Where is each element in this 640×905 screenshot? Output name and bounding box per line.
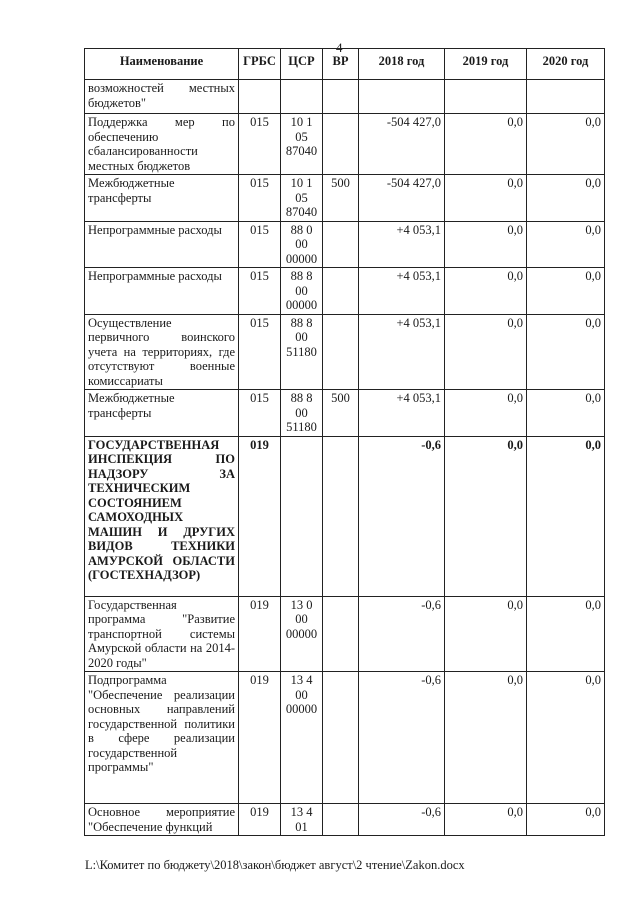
row-grbs: 019 — [239, 596, 281, 672]
row-name: Непрограммные расходы — [85, 268, 239, 315]
row-grbs: 015 — [239, 314, 281, 390]
row-2019: 0,0 — [445, 390, 527, 437]
table-header-row — [85, 49, 605, 80]
row-2019: 0,0 — [445, 175, 527, 222]
table-row — [85, 436, 605, 596]
row-grbs: 015 — [239, 221, 281, 268]
row-2020: 0,0 — [527, 390, 605, 437]
row-csr: 13 4 01 — [281, 804, 323, 836]
row-2020: 0,0 — [527, 436, 605, 596]
row-grbs: 015 — [239, 390, 281, 437]
row-name: Государственная программа "Развитие транспортной системы Амурской области на 2014-2020 годы" — [85, 596, 239, 672]
row-2019 — [445, 80, 527, 114]
footer-file-path: L:\Комитет по бюджету\2018\закон\бюджет август\2 чтение\Zakon.docx — [85, 858, 465, 872]
table-row — [85, 114, 605, 175]
row-grbs: 015 — [239, 114, 281, 175]
row-csr: 13 4 00 00000 — [281, 672, 323, 804]
budget-table — [84, 48, 605, 836]
row-2019: 0,0 — [445, 672, 527, 804]
table-row — [85, 804, 605, 836]
header-grbs: ГРБС — [239, 49, 281, 80]
row-csr: 88 8 00 51180 — [281, 390, 323, 437]
header-2019: 2019 год — [445, 49, 527, 80]
row-2018: -0,6 — [359, 596, 445, 672]
row-csr: 88 8 00 00000 — [281, 268, 323, 315]
header-vr: ВР — [323, 49, 359, 80]
row-2019: 0,0 — [445, 114, 527, 175]
row-vr: 500 — [323, 175, 359, 222]
row-csr: 88 8 00 51180 — [281, 314, 323, 390]
row-csr: 13 0 00 00000 — [281, 596, 323, 672]
row-grbs: 015 — [239, 268, 281, 315]
row-name: Поддержка мер по обеспечению сбалансированности местных бюджетов — [85, 114, 239, 175]
row-2020: 0,0 — [527, 221, 605, 268]
row-grbs: 015 — [239, 175, 281, 222]
table-row — [85, 175, 605, 222]
row-csr: 10 1 05 87040 — [281, 175, 323, 222]
row-name: ГОСУДАРСТВЕННАЯ ИНСПЕКЦИЯ ПО НАДЗОРУ ЗА ТЕХНИЧЕСКИМ СОСТОЯНИЕМ САМОХОДНЫХ МАШИН И ДРУГИХ ВИДОВ ТЕХНИКИ АМУРСКОЙ ОБЛАСТИ (ГОСТЕХНАДЗОР) — [85, 436, 239, 596]
row-2019: 0,0 — [445, 436, 527, 596]
row-vr — [323, 596, 359, 672]
header-csr: ЦСР — [281, 49, 323, 80]
row-grbs: 019 — [239, 436, 281, 596]
table-row — [85, 596, 605, 672]
table-row — [85, 314, 605, 390]
row-2018 — [359, 80, 445, 114]
row-csr: 10 1 05 87040 — [281, 114, 323, 175]
row-vr — [323, 672, 359, 804]
row-name: Непрограммные расходы — [85, 221, 239, 268]
row-2018: -0,6 — [359, 672, 445, 804]
row-vr — [323, 436, 359, 596]
table-row — [85, 80, 605, 114]
row-name: Осуществление первичного воинского учета на территориях, где отсутствуют военные комиссариаты — [85, 314, 239, 390]
row-2020: 0,0 — [527, 804, 605, 836]
row-2019: 0,0 — [445, 268, 527, 315]
row-2018: +4 053,1 — [359, 390, 445, 437]
row-2018: -504 427,0 — [359, 175, 445, 222]
row-name: Подпрограмма "Обеспечение реализации основных направлений государственной политики в сфере реализации государственной программы" — [85, 672, 239, 804]
row-2018: +4 053,1 — [359, 314, 445, 390]
row-vr — [323, 804, 359, 836]
page-number: 4 — [336, 40, 343, 55]
row-2019: 0,0 — [445, 314, 527, 390]
row-2019: 0,0 — [445, 596, 527, 672]
row-name: Межбюджетные трансферты — [85, 390, 239, 437]
row-vr — [323, 268, 359, 315]
header-2020: 2020 год — [527, 49, 605, 80]
table-row — [85, 672, 605, 804]
row-csr — [281, 436, 323, 596]
row-grbs: 019 — [239, 804, 281, 836]
table-row — [85, 221, 605, 268]
header-name: Наименование — [85, 49, 239, 80]
header-2018: 2018 год — [359, 49, 445, 80]
row-2020: 0,0 — [527, 268, 605, 315]
row-2019: 0,0 — [445, 804, 527, 836]
row-vr: 500 — [323, 390, 359, 437]
row-vr — [323, 221, 359, 268]
row-grbs — [239, 80, 281, 114]
row-2018: -0,6 — [359, 436, 445, 596]
row-2018: -0,6 — [359, 804, 445, 836]
row-grbs: 019 — [239, 672, 281, 804]
row-name: Основное мероприятие "Обеспечение функций — [85, 804, 239, 836]
row-vr — [323, 314, 359, 390]
row-2018: +4 053,1 — [359, 268, 445, 315]
row-2020: 0,0 — [527, 114, 605, 175]
row-2018: -504 427,0 — [359, 114, 445, 175]
row-vr — [323, 114, 359, 175]
row-2019: 0,0 — [445, 221, 527, 268]
row-name: возможностей местных бюджетов" — [85, 80, 239, 114]
row-2020: 0,0 — [527, 314, 605, 390]
row-2020 — [527, 80, 605, 114]
row-csr — [281, 80, 323, 114]
row-2020: 0,0 — [527, 672, 605, 804]
row-csr: 88 0 00 00000 — [281, 221, 323, 268]
row-2018: +4 053,1 — [359, 221, 445, 268]
table-row — [85, 268, 605, 315]
table-row — [85, 390, 605, 437]
row-2020: 0,0 — [527, 596, 605, 672]
row-2020: 0,0 — [527, 175, 605, 222]
row-vr — [323, 80, 359, 114]
row-name: Межбюджетные трансферты — [85, 175, 239, 222]
